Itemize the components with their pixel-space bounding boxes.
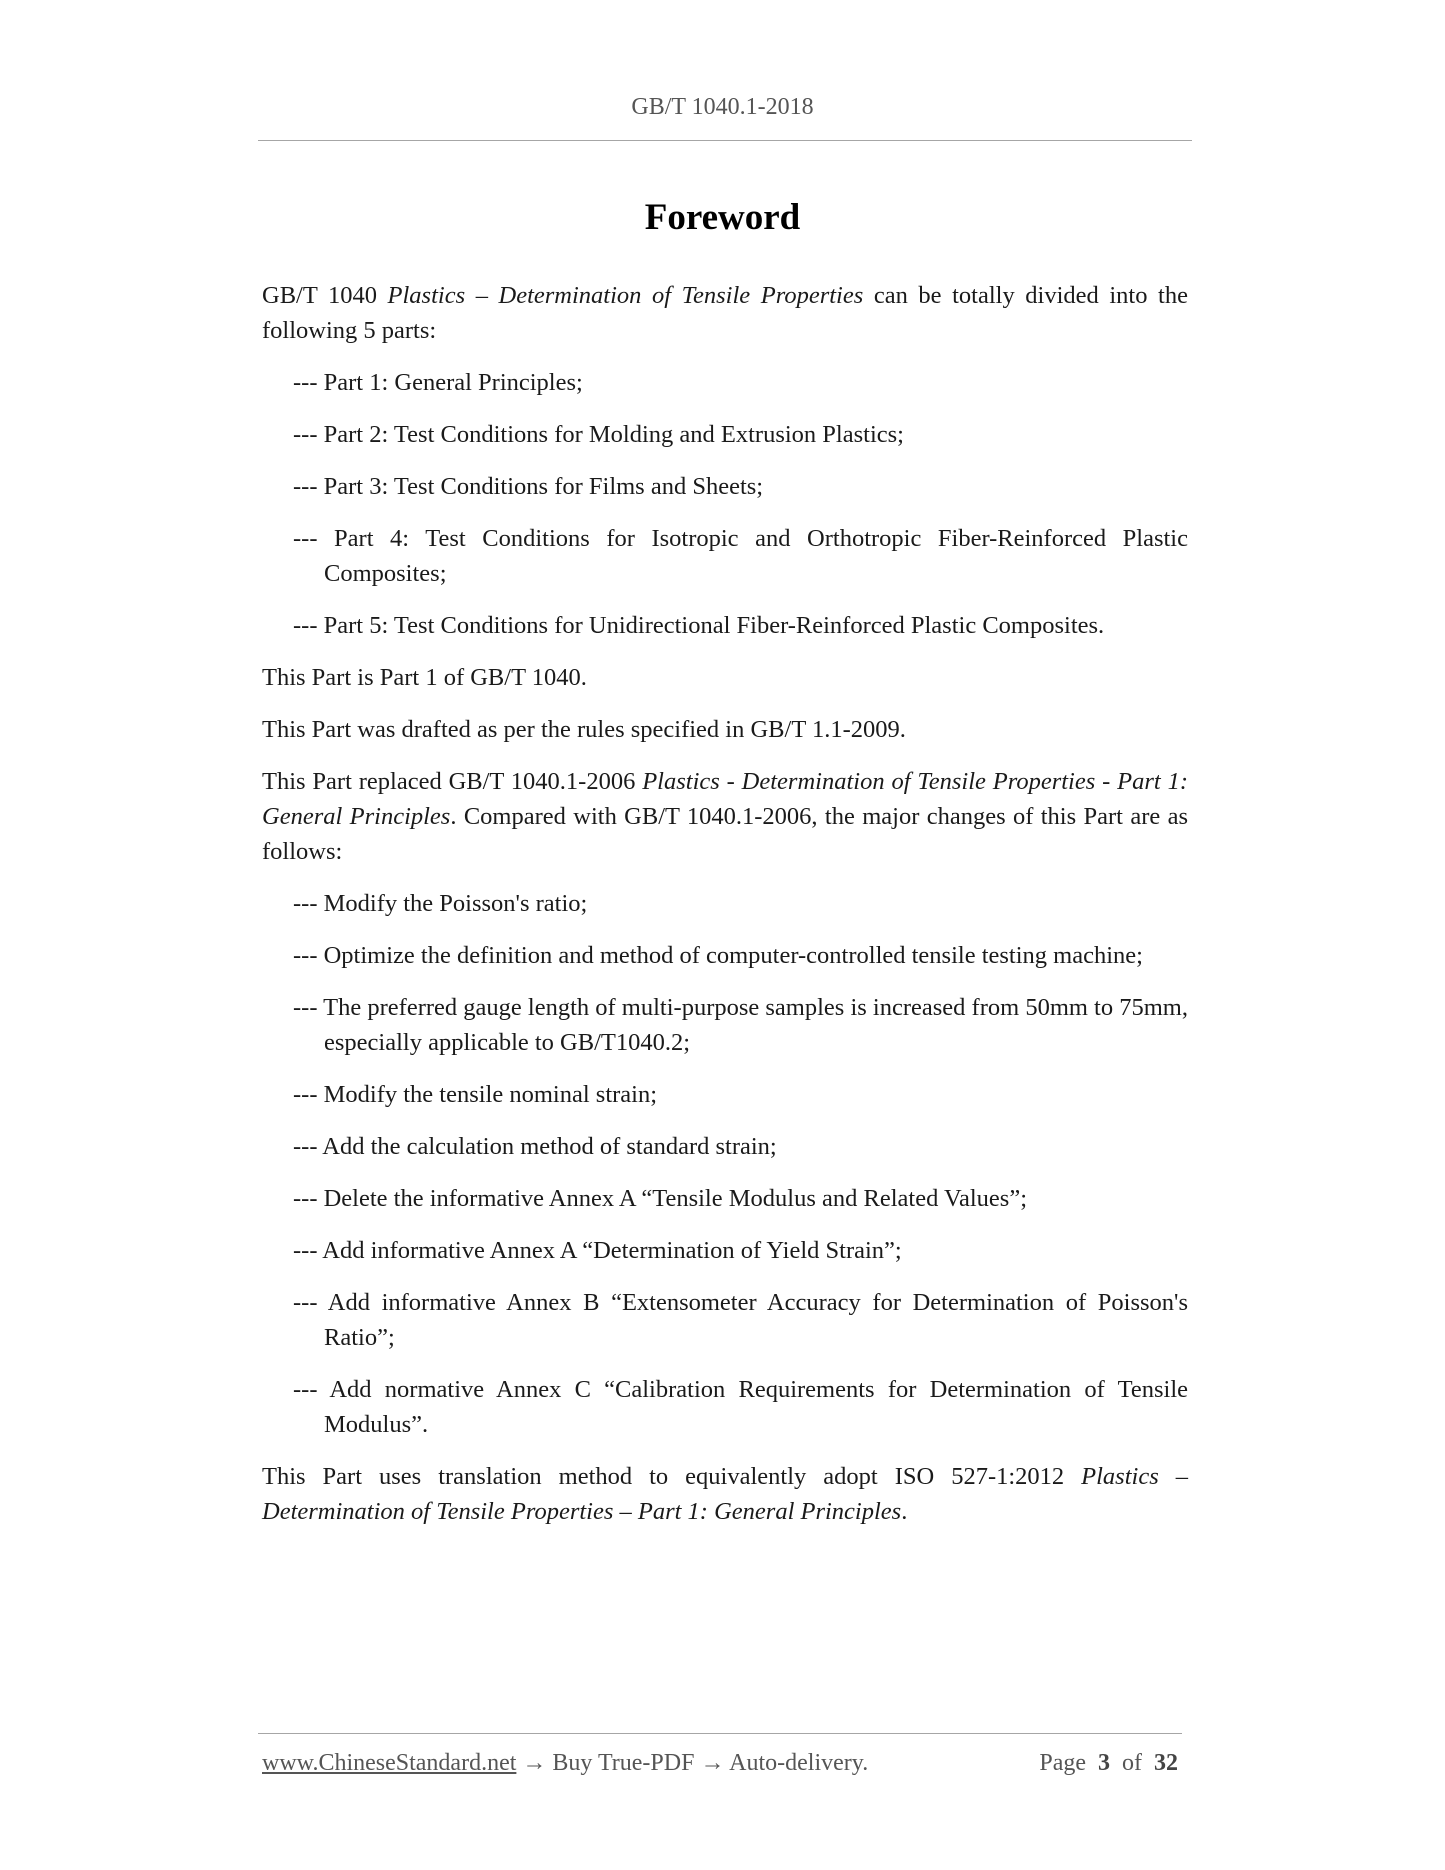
replaced-title-italic: Plastics - Determination of Tensile Properties - Part 1: General Principles [262,768,1188,830]
change-item: --- Add the calculation method of standard strain; [293,1133,777,1160]
website-link[interactable]: www.ChineseStandard.net [262,1750,517,1776]
adopt-title-italic: Plastics – Determination of Tensile Properties – Part 1: General Principles [262,1463,1188,1525]
page-number [1039,1750,1178,1777]
change-item: --- Modify the Poisson's ratio; [293,890,588,917]
document-id-header: GB/T 1040.1-2018 [631,94,814,120]
replaced-paragraph [262,764,1188,869]
replaced-text: This Part replaced GB/T 1040.1-2006 [262,768,643,795]
replaced-text-end: . Compared with GB/T 1040.1-2006, the major changes of this Part are as follows: [262,803,1188,865]
footer-divider [258,1733,1182,1734]
intro-title-italic: Plastics – Determination of Tensile Properties [387,282,864,309]
adopt-paragraph [262,1459,1188,1529]
buy-pdf-text: Buy True-PDF [552,1750,695,1776]
part-item: --- Part 1: General Principles; [293,369,583,396]
change-item: --- Add informative Annex A “Determination of Yield Strain”; [293,1237,902,1264]
change-item: --- The preferred gauge length of multi-purpose samples is increased from 50mm to 75mm, especially applicable to GB/T1040.2; [293,994,1188,1056]
adopt-text: This Part uses translation method to equivalently adopt ISO 527-1:2012 [262,1463,1082,1490]
drafted-paragraph: This Part was drafted as per the rules specified in GB/T 1.1-2009. [262,716,906,743]
arrow-icon: → [694,1750,730,1776]
page-title: Foreword [644,197,801,238]
page-footer [262,1750,1178,1786]
document-body [262,278,1188,1529]
part-item: --- Part 4: Test Conditions for Isotropic and Orthotropic Fiber-Reinforced Plastic Composites; [293,525,1188,587]
total-pages: 32 [1154,1750,1178,1776]
change-item: --- Optimize the definition and method of computer-controlled tensile testing machine; [293,942,1143,969]
adopt-text-end: . [901,1498,908,1525]
part-item: --- Part 2: Test Conditions for Molding and Extrusion Plastics; [293,421,904,448]
change-item: --- Add normative Annex C “Calibration Requirements for Determination of Tensile Modulus”. [293,1376,1188,1438]
part-of-paragraph: This Part is Part 1 of GB/T 1040. [262,664,587,691]
of-label: of [1122,1750,1142,1776]
change-item: --- Modify the tensile nominal strain; [293,1081,658,1108]
intro-paragraph [262,278,1188,348]
intro-text-end: can be totally divided into the following 5 parts: [262,282,1188,344]
change-item: --- Delete the informative Annex A “Tensile Modulus and Related Values”; [293,1185,1027,1212]
part-item: --- Part 5: Test Conditions for Unidirectional Fiber-Reinforced Plastic Composites. [293,612,1105,639]
change-item: --- Add informative Annex B “Extensometer Accuracy for Determination of Poisson's Ratio”; [293,1289,1188,1351]
part-item: --- Part 3: Test Conditions for Films and Sheets; [293,473,764,500]
footer-promo [262,1750,868,1777]
intro-text: GB/T 1040 [262,282,388,309]
arrow-icon: → [516,1750,553,1776]
header-divider [258,140,1192,141]
current-page: 3 [1098,1750,1110,1776]
auto-delivery-text: Auto-delivery. [729,1750,869,1776]
page-label: Page [1039,1750,1086,1776]
